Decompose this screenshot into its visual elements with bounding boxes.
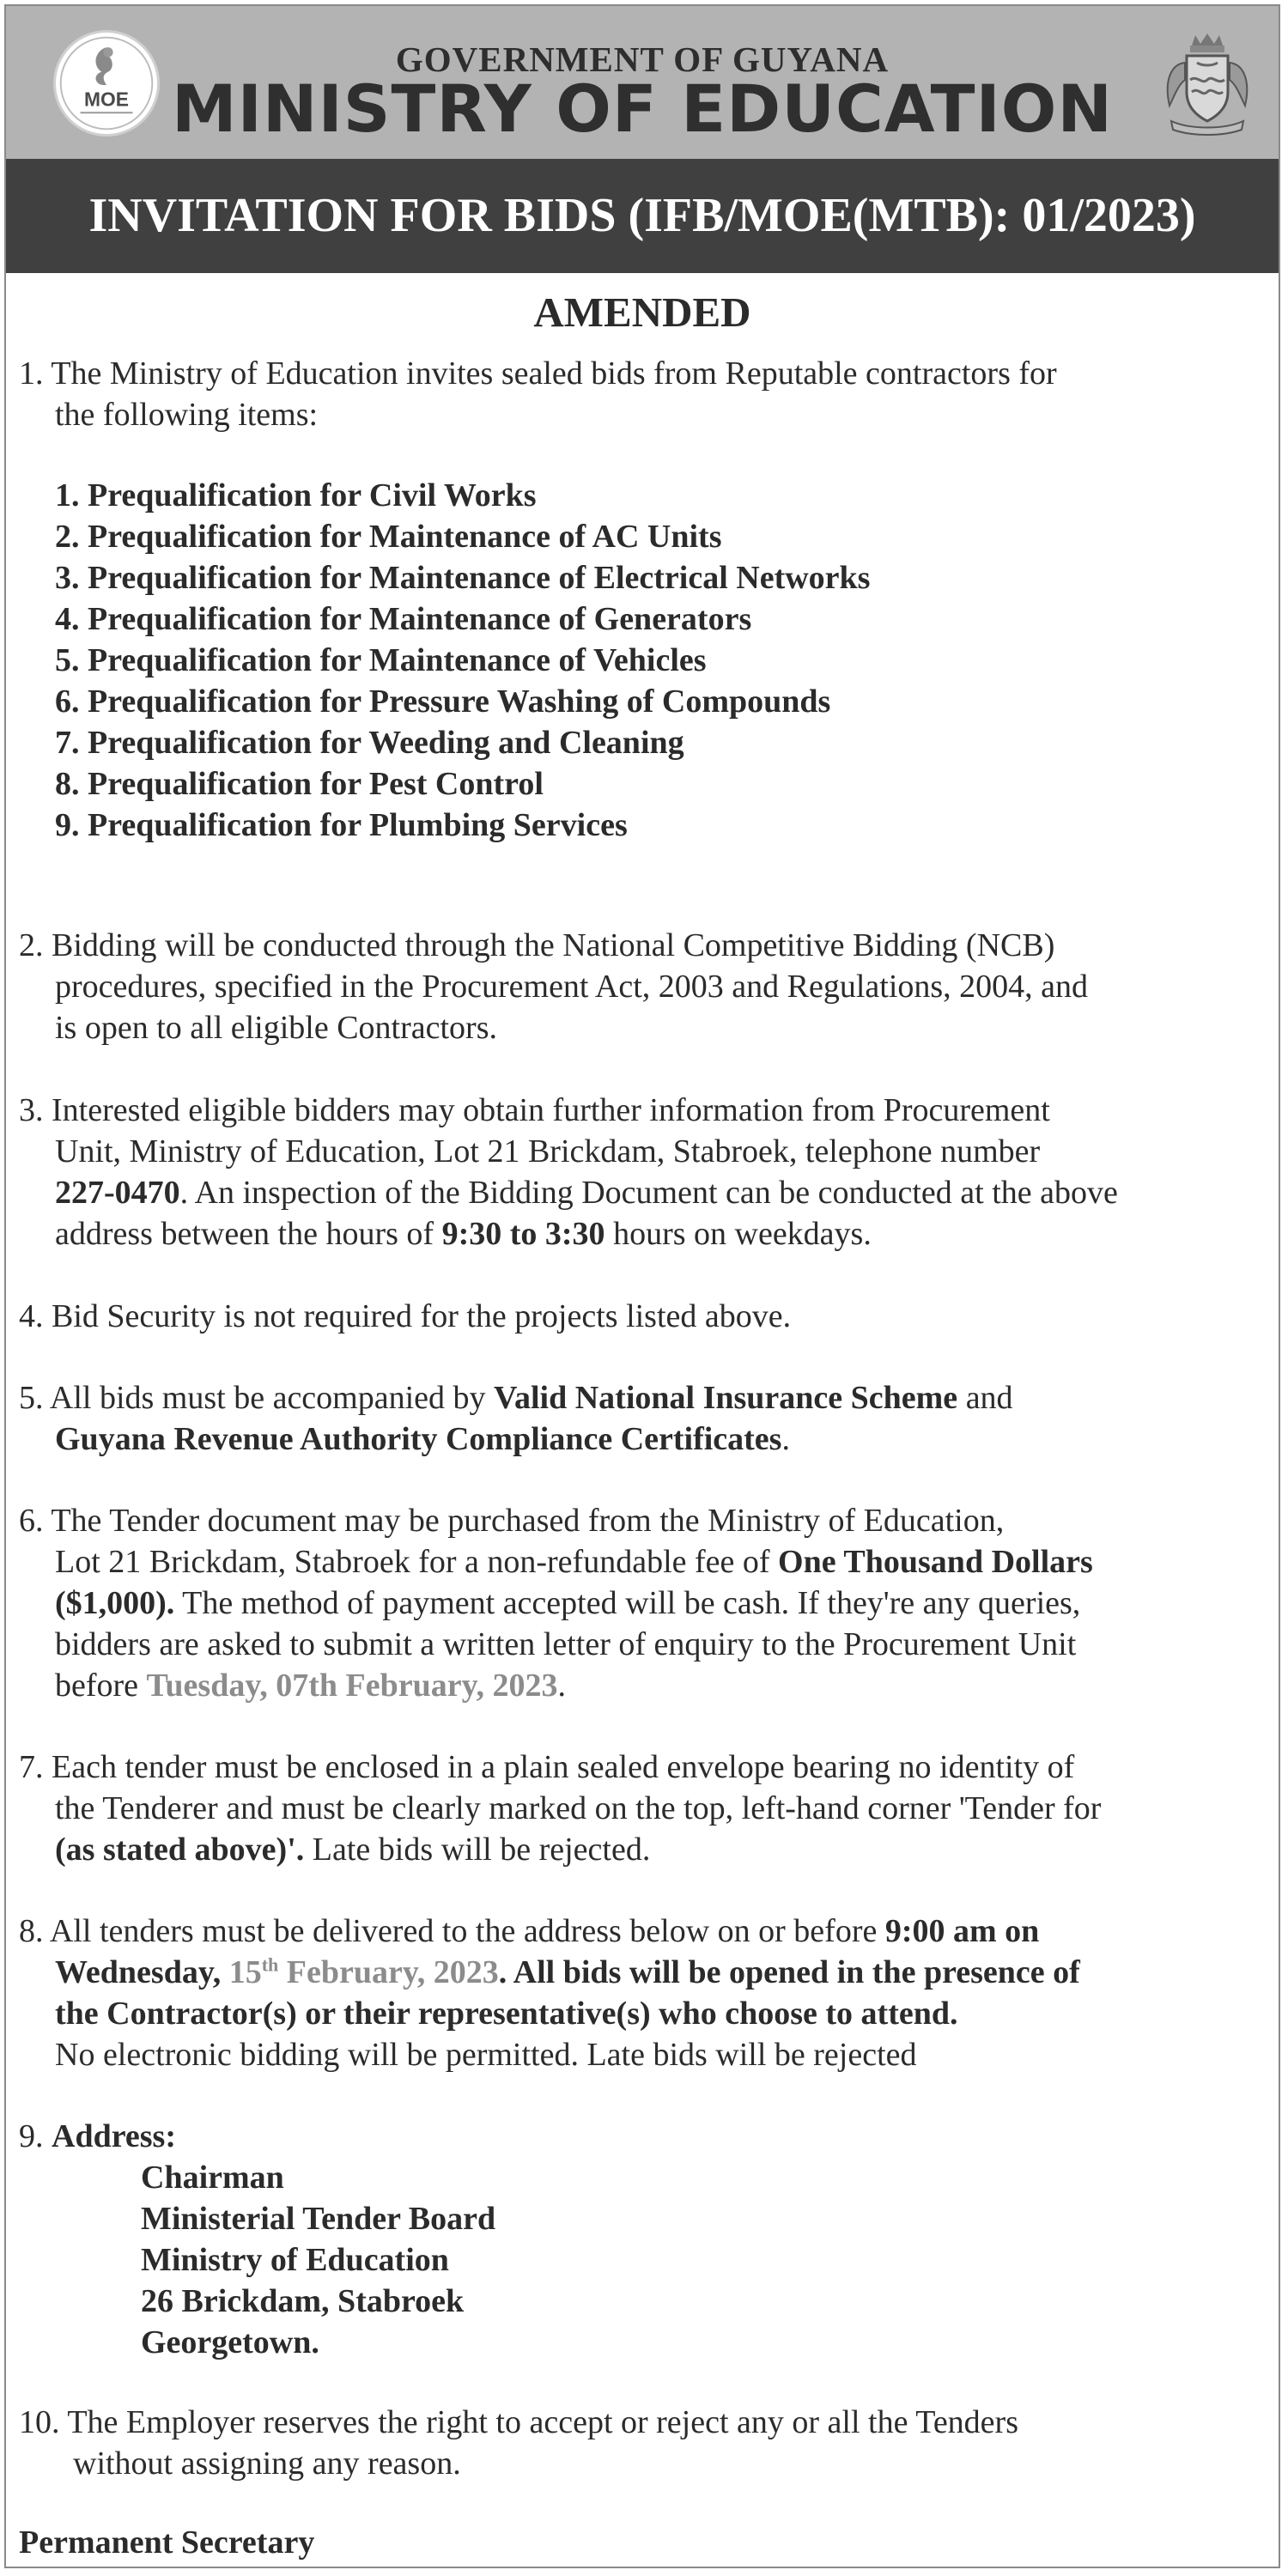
p8-line1 xyxy=(19,1911,1039,1952)
ministry-title: MINISTRY OF EDUCATION xyxy=(172,70,1113,147)
amended-heading: AMENDED xyxy=(533,289,751,336)
p1-line2: the following items: xyxy=(55,397,319,433)
p6-line3 xyxy=(55,1583,1080,1624)
date-number: 15 xyxy=(228,1954,262,1990)
p6-line4: bidders are asked to submit a written letter of enquiry to the Procurement Unit xyxy=(55,1626,1077,1662)
p5-a: 5. All bids must be accompanied by xyxy=(19,1380,495,1416)
p6-line5-b: . xyxy=(557,1668,566,1704)
p5-b: and xyxy=(957,1380,1013,1416)
p10-line2: without assigning any reason. xyxy=(73,2445,461,2482)
p5-line2 xyxy=(55,1419,790,1460)
submission-date xyxy=(229,1954,499,1990)
list-item: 7. Prequalification for Weeding and Cleaning xyxy=(55,725,684,761)
p3-line3 xyxy=(55,1172,1118,1213)
p3-line1: 3. Interested eligible bidders may obtain further information from Procurement xyxy=(19,1092,1050,1128)
advertisement-frame xyxy=(4,4,1280,2568)
p6-line2-a: Lot 21 Brickdam, Stabroek for a non-refundable fee of xyxy=(55,1544,779,1580)
p4-line1: 4. Bid Security is not required for the projects listed above. xyxy=(19,1298,792,1334)
phone-number: 227-0470 xyxy=(55,1175,180,1211)
list-item: 3. Prequalification for Maintenance of Electrical Networks xyxy=(55,560,871,596)
list-item: 2. Prequalification for Maintenance of AC Units xyxy=(55,519,722,555)
list-item: 6. Prequalification for Pressure Washing of Compounds xyxy=(55,683,831,720)
nis-certificate: Valid National Insurance Scheme xyxy=(494,1380,958,1416)
p8-after-date: . All bids will be opened in the presence of xyxy=(498,1954,1080,1990)
p3-line3-rest: . An inspection of the Bidding Document can be conducted at the above xyxy=(179,1175,1118,1211)
p3-line4-b: hours on weekdays. xyxy=(605,1216,872,1252)
logo-text: MOE xyxy=(84,88,129,111)
list-item: 9. Prequalification for Plumbing Services xyxy=(55,807,628,843)
p9-heading xyxy=(19,2116,176,2157)
address-line: Ministerial Tender Board xyxy=(141,2201,496,2237)
submission-time: 9:00 am on xyxy=(884,1913,1040,1949)
p7-line3-rest: Late bids will be rejected. xyxy=(304,1832,651,1868)
p6-line2 xyxy=(55,1541,1093,1583)
list-item: 8. Prequalification for Pest Control xyxy=(55,766,544,802)
address-line: 26 Brickdam, Stabroek xyxy=(141,2283,465,2319)
address-line: Georgetown. xyxy=(141,2324,319,2360)
p3-line4-a: address between the hours of xyxy=(55,1216,442,1252)
p5-c: . xyxy=(781,1421,790,1457)
date-suffix: th xyxy=(261,1953,279,1976)
p10-line1: 10. The Employer reserves the right to accept or reject any or all the Tenders xyxy=(19,2404,1018,2440)
p8-line3: the Contractor(s) or their representative(s) who choose to attend. xyxy=(55,1996,958,2032)
p2-line1: 2. Bidding will be conducted through the National Competitive Bidding (NCB) xyxy=(19,927,1055,963)
p3-line2: Unit, Ministry of Education, Lot 21 Brickdam, Stabroek, telephone number xyxy=(55,1133,1041,1170)
p7-line1: 7. Each tender must be enclosed in a plain sealed envelope bearing no identity of xyxy=(19,1749,1075,1785)
p6-line1: 6. The Tender document may be purchased from the Ministry of Education, xyxy=(19,1503,1005,1539)
submission-day: Wednesday, xyxy=(55,1954,229,1990)
p8-line2 xyxy=(55,1952,1080,1993)
ifb-title-bar: INVITATION FOR BIDS (IFB/MOE(MTB): 01/2023) xyxy=(6,159,1279,273)
p2-line3: is open to all eligible Contractors. xyxy=(55,1010,498,1046)
inspection-hours: 9:30 to 3:30 xyxy=(441,1216,605,1252)
government-title: GOVERNMENT OF GUYANA xyxy=(395,39,890,79)
p5-line1 xyxy=(19,1377,1013,1419)
p8-line4: No electronic bidding will be permitted. Late bids will be rejected xyxy=(55,2037,917,2073)
list-item: 4. Prequalification for Maintenance of Generators xyxy=(55,601,752,637)
list-item: 1. Prequalification for Civil Works xyxy=(55,477,537,513)
p2-line2: procedures, specified in the Procurement Act, 2003 and Regulations, 2004, and xyxy=(55,969,1089,1005)
enquiry-deadline: Tuesday, 07th February, 2023 xyxy=(146,1668,558,1704)
gra-certificate: Guyana Revenue Authority Compliance Certificates xyxy=(55,1421,782,1457)
p6-line5-a: before xyxy=(55,1668,147,1704)
address-label: Address: xyxy=(52,2118,176,2154)
date-rest: February, 2023 xyxy=(278,1954,499,1990)
p8-line1-a: 8. All tenders must be delivered to the address below on or before xyxy=(19,1913,885,1949)
p6-line5 xyxy=(55,1665,566,1706)
p6-line3-rest: The method of payment accepted will be cash. If they're any queries, xyxy=(174,1585,1081,1621)
p7-line2: the Tenderer and must be clearly marked on the top, left-hand corner 'Tender for xyxy=(55,1790,1102,1826)
list-item: 5. Prequalification for Maintenance of Vehicles xyxy=(55,642,707,678)
p3-line4 xyxy=(55,1213,872,1255)
body-content xyxy=(6,6,1279,2567)
p1-line1: 1. The Ministry of Education invites sealed bids from Reputable contractors for xyxy=(19,355,1057,392)
p7-line3 xyxy=(55,1829,650,1870)
fee-words: One Thousand Dollars xyxy=(778,1544,1093,1580)
address-line: Ministry of Education xyxy=(141,2242,449,2278)
p7-bold: (as stated above)'. xyxy=(55,1832,305,1868)
address-line: Chairman xyxy=(141,2160,284,2196)
signature-title: Permanent Secretary xyxy=(19,2524,315,2561)
fee-amount: ($1,000). xyxy=(55,1585,175,1621)
p9-number: 9. xyxy=(19,2118,52,2154)
